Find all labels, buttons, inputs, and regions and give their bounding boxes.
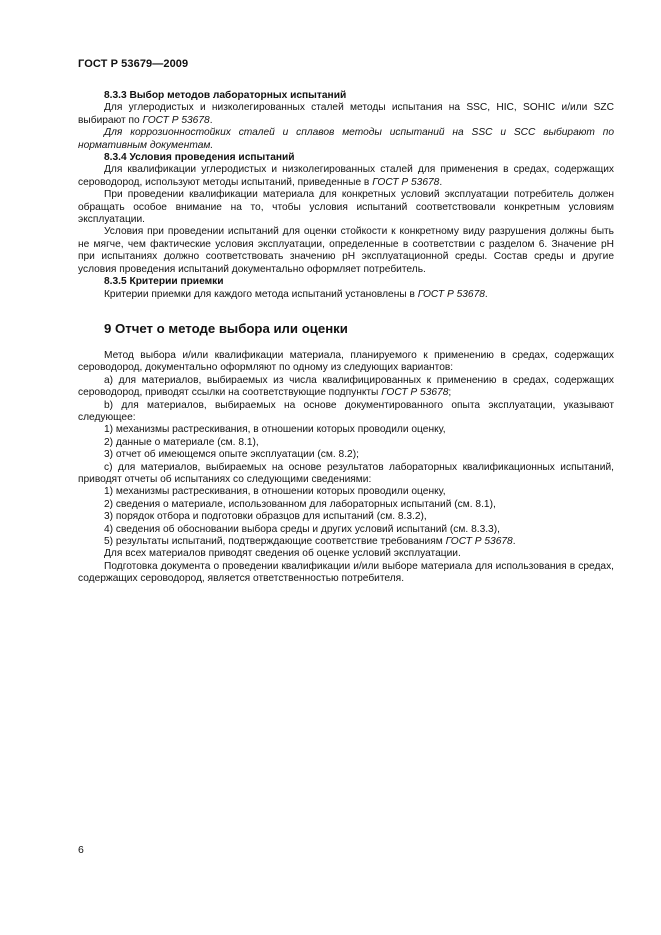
list-item-c-5: 5) результаты испытаний, подтверждающие соответствие требованиям ГОСТ Р 53678. xyxy=(104,536,516,547)
section-9-intro: Метод выбора и/или квалификации материала, планируемого к применению в средах, содержащих сероводород, документально оформляют по одному из следующих вариантов: xyxy=(78,349,614,374)
list-item-b-3: 3) отчет об имеющемся опыте эксплуатации (см. 8.2); xyxy=(104,449,359,461)
paragraph-8-3-3-1: Для углеродистых и низколегированных сталей методы испытания на SSC, HIC, SOHIC и/или SZC выбирают по ГОСТ Р 53678. xyxy=(78,102,614,126)
page-number: 6 xyxy=(78,844,84,856)
list-item-c-2: 2) сведения о материале, использованном для лабораторных испытаний (см. 8.1), xyxy=(104,498,496,510)
list-item-a: а) для материалов, выбираемых из числа квалифицированных к применению в средах, содержащих сероводород, приводят ссылки на соответствующие подпункты ГОСТ Р 53678; xyxy=(78,374,614,399)
subsection-title-8-3-3: 8.3.3 Выбор методов лабораторных испытаний xyxy=(104,90,347,101)
list-item-c-4: 4) сведения об обосновании выбора среды и других условий испытаний (см. 8.3.3), xyxy=(104,523,500,535)
subsection-title-8-3-5: 8.3.5 Критерии приемки xyxy=(104,276,224,288)
section-title-9: 9 Отчет о методе выбора или оценки xyxy=(104,320,348,336)
document-body xyxy=(78,90,614,586)
paragraph-8-3-3-2: Для коррозионностойких сталей и сплавов методы испытаний на SSC и SCC выбирают по нормативным документам. xyxy=(78,127,614,151)
list-item-b-2: 2) данные о материале (см. 8.1), xyxy=(104,436,259,448)
list-item-c-3: 3) порядок отбора и подготовки образцов для испытаний (см. 8.3.2), xyxy=(104,511,427,523)
list-item-c-1: 1) механизмы растрескивания, в отношении которых проводили оценку, xyxy=(104,486,446,498)
all-materials-paragraph: Для всех материалов приводят сведения об оценке условий эксплуатации. xyxy=(104,548,461,560)
paragraph-8-3-4-3: Условия при проведении испытаний для оценки стойкости к конкретному виду разрушения должны быть не мягче, чем фактические условия эксплуатации, определенные в соответствии с разделом 6. Значение pH при испытаниях должно соответствовать значению pH эксплуатационной среды. Состав среды и другие условия проведения испытаний документально оформляет потребитель. xyxy=(78,226,614,275)
standard-reference: ГОСТ Р 53678 xyxy=(372,176,440,188)
standard-reference: ГОСТ Р 53678 xyxy=(445,536,513,547)
subsection-title-8-3-4: 8.3.4 Условия проведения испытаний xyxy=(104,152,295,164)
standard-reference: ГОСТ Р 53678 xyxy=(417,288,485,300)
list-item-c: с) для материалов, выбираемых на основе результатов лабораторных квалификационных испытаний, приводят отчеты об испытаниях со следующими сведениями: xyxy=(78,461,614,485)
paragraph-8-3-5-1: Критерии приемки для каждого метода испытаний установлены в ГОСТ Р 53678. xyxy=(104,288,488,300)
list-item-b: b) для материалов, выбираемых на основе документированного опыта эксплуатации, указывают следующее: xyxy=(78,399,614,423)
paragraph-8-3-4-2: При проведении квалификации материала для конкретных условий эксплуатации потребитель должен обращать особое внимание на то, чтобы условия испытаний соответствовали конкретным условиям эксплуатации. xyxy=(78,189,614,226)
document-code-header: ГОСТ Р 53679—2009 xyxy=(78,58,189,70)
final-paragraph: Подготовка документа о проведении квалификации и/или выборе материала для использования в средах, содержащих сероводород, является ответственностью потребителя. xyxy=(78,560,614,585)
paragraph-8-3-4-1: Для квалификации углеродистых и низколегированных сталей для применения в средах, содержащих сероводород, используют методы испытаний, приведенные в ГОСТ Р 53678. xyxy=(78,164,614,188)
list-item-b-1: 1) механизмы растрескивания, в отношении которых проводили оценку, xyxy=(104,424,446,436)
standard-reference: ГОСТ Р 53678 xyxy=(381,387,449,399)
standard-reference: ГОСТ Р 53678 xyxy=(142,114,210,126)
